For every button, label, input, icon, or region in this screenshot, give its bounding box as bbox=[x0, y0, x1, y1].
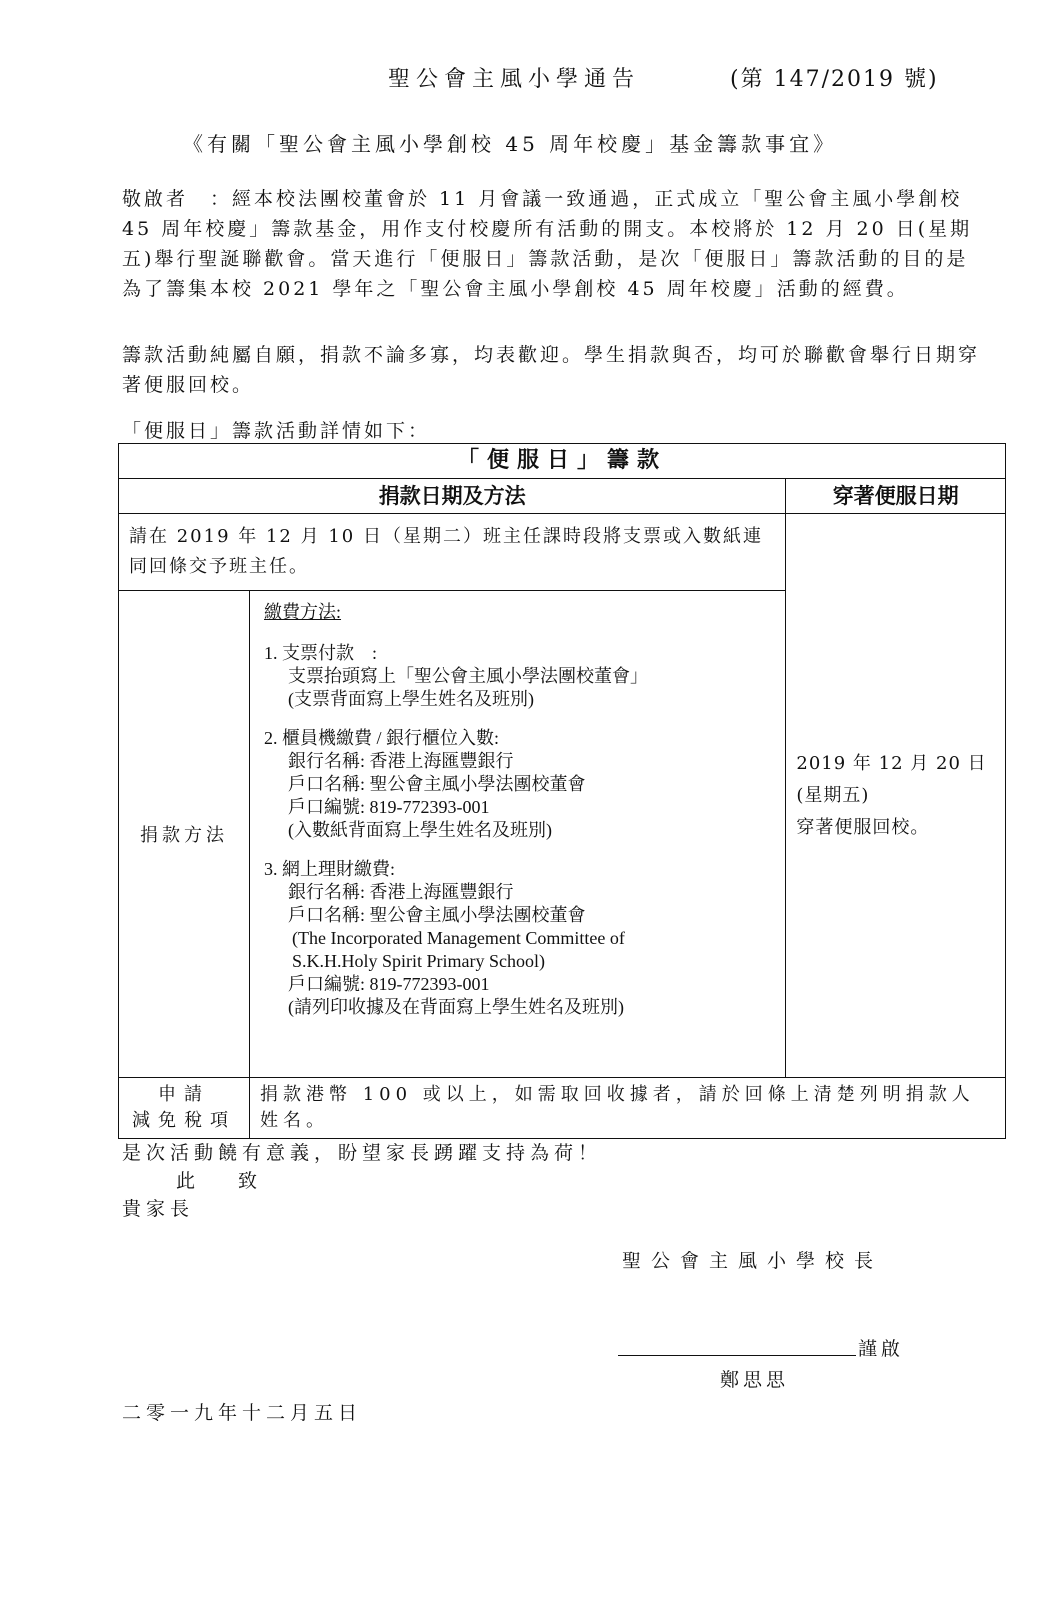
online-line-1: 銀行名稱: 香港上海匯豐銀行 bbox=[288, 882, 514, 902]
recipient: 貴家長 bbox=[122, 1198, 195, 1220]
body-paragraph-2: 籌款活動純屬自願，捐款不論多寡，均表歡迎。學生捐款與否，均可於聯歡會舉行日期穿著便服回校。 bbox=[122, 344, 981, 396]
salutation-ci: 此 bbox=[176, 1170, 201, 1192]
wear-note: 穿著便服回校。 bbox=[796, 816, 930, 838]
atm-line-4: (入數紙背面寫上學生姓名及班別) bbox=[288, 820, 552, 840]
deadline-cell: 請在 2019 年 12 月 10 日（星期二）班主任課時段將支票或入數紙連同回條交予班主任。 bbox=[119, 514, 786, 591]
method-cheque-title: 1. 支票付款 : bbox=[264, 643, 378, 663]
salutation-cizhi bbox=[176, 1166, 262, 1193]
notice-number: (第 147/2019 號) bbox=[730, 67, 939, 92]
details-intro: 「便服日」籌款活動詳情如下： bbox=[122, 420, 431, 442]
column-header-method: 捐款日期及方法 bbox=[119, 479, 786, 514]
method-label: 捐款方法 bbox=[119, 591, 250, 1078]
method-online-title: 3. 網上理財繳費: bbox=[264, 859, 396, 879]
column-header-wear-date: 穿著便服日期 bbox=[786, 479, 1006, 514]
tax-text: 捐款港幣 100 或以上，如需取回收據者，請於回條上清楚列明捐款人姓名。 bbox=[250, 1078, 1006, 1139]
method-atm-title: 2. 櫃員機繳費 / 銀行櫃位入數: bbox=[264, 728, 500, 748]
online-line-3: (The Incorporated Management Committee of bbox=[292, 928, 625, 948]
notice-subject: 《有關「聖公會主風小學創校 45 周年校慶」基金籌款事宜》 bbox=[183, 132, 838, 156]
table-heading: 「便服日」籌款 bbox=[119, 444, 1006, 479]
tax-label-1: 申請 bbox=[158, 1084, 210, 1105]
notice-title: 聖公會主風小學通告 bbox=[388, 67, 641, 92]
method-atm bbox=[264, 727, 771, 842]
cheque-line-1: 支票抬頭寫上「聖公會主風小學法團校董會」 bbox=[288, 666, 648, 686]
tax-label-2: 減免稅項 bbox=[132, 1110, 236, 1131]
atm-line-3: 戶口編號: 819-772393-001 bbox=[288, 797, 490, 817]
tax-label-cell bbox=[119, 1078, 250, 1139]
online-line-5: 戶口編號: 819-772393-001 bbox=[288, 974, 490, 994]
notice-date: 二零一九年十二月五日 bbox=[122, 1402, 363, 1424]
online-line-4: S.K.H.Holy Spirit Primary School) bbox=[292, 951, 546, 971]
online-line-2: 戶口名稱: 聖公會主風小學法團校董會 bbox=[288, 905, 586, 925]
wear-date-cell bbox=[786, 514, 1006, 1078]
payment-heading: 繳費方法: bbox=[264, 602, 342, 622]
salutation-zhi: 致 bbox=[238, 1170, 263, 1192]
online-line-6: (請列印收據及在背面寫上學生姓名及班別) bbox=[288, 997, 624, 1017]
atm-line-1: 銀行名稱: 香港上海匯豐銀行 bbox=[288, 751, 514, 771]
wear-date: 2019 年 12 月 20 日(星期五) bbox=[796, 752, 987, 806]
principal-name: 鄭思思 bbox=[720, 1369, 790, 1391]
signature-line bbox=[618, 1355, 856, 1356]
closing-line: 是次活動饒有意義，盼望家長踴躍支持為荷！ bbox=[122, 1142, 603, 1164]
principal-title: 聖公會主風小學校長 bbox=[622, 1250, 884, 1272]
atm-line-2: 戶口名稱: 聖公會主風小學法團校董會 bbox=[288, 774, 586, 794]
method-cheque bbox=[264, 642, 771, 711]
respectfully: 謹啟 bbox=[858, 1338, 905, 1360]
method-online bbox=[264, 858, 771, 1019]
fundraising-table bbox=[118, 443, 1006, 1139]
body-paragraph-1: 敬啟者 ：經本校法團校董會於 11 月會議一致通過，正式成立「聖公會主風小學創校 45 周年校慶」籌款基金，用作支付校慶所有活動的開支。本校將於 12 月 20 日(星期五)舉行聖誕聯歡會。當天進行「便服日」籌款活動，是次「便服日」籌款活動的目的是為了籌集本校 2021 學年之「聖公會主風小學創校 45 周年校慶」活動的經費。 bbox=[122, 188, 973, 300]
cheque-line-2: (支票背面寫上學生姓名及班別) bbox=[288, 689, 534, 709]
payment-methods-cell bbox=[250, 591, 786, 1078]
